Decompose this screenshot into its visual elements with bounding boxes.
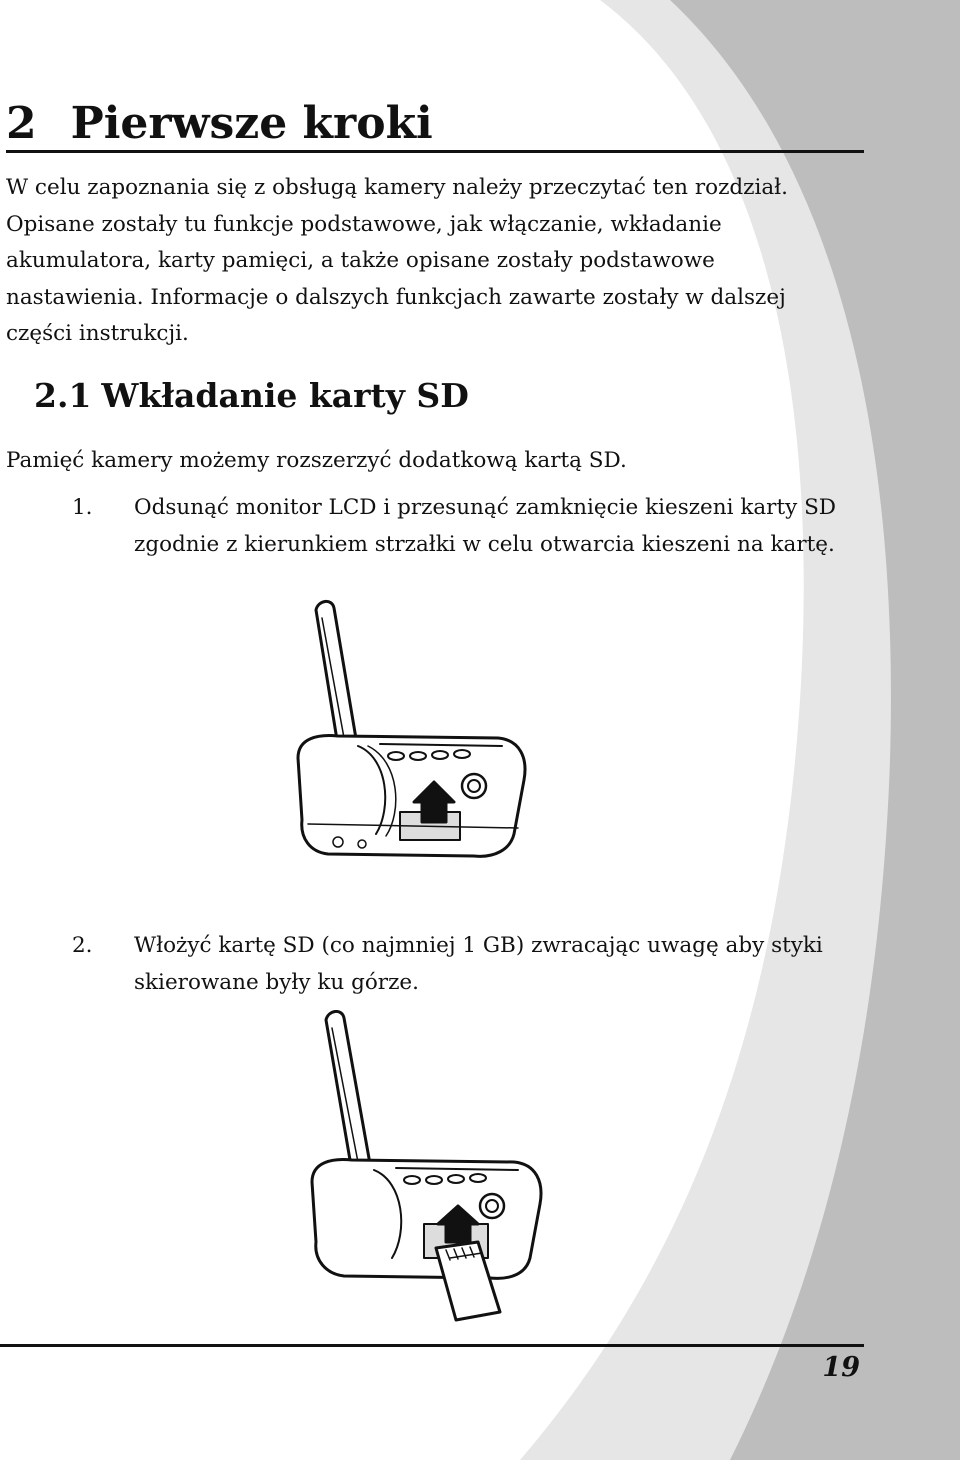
camera-open-slot-illustration	[288, 598, 540, 874]
page-number: 19	[822, 1352, 860, 1383]
footer-rule	[0, 1344, 864, 1347]
step-item	[72, 928, 864, 1001]
section-title-text: Wkładanie karty SD	[101, 376, 469, 415]
chapter-title	[6, 94, 433, 154]
chapter-intro: W celu zapoznania się z obsługą kamery należy przeczytać ten rozdział. Opisane zostały tu funkcje podstawowe, jak włączanie, wkładanie akumulatora, karty pamięci, a także opisane zostały podstawowe nastawienia. Informacje o dalszych funkcjach zawarte zostały w dalszej części instrukcji.	[6, 175, 788, 346]
step-number: 1.	[72, 495, 93, 520]
step-item	[72, 490, 864, 563]
chapter-title-text: Pierwsze kroki	[70, 98, 433, 149]
section-intro: Pamięć kamery możemy rozszerzyć dodatkową kartą SD.	[6, 448, 627, 473]
step-text: Włożyć kartę SD (co najmniej 1 GB) zwracając uwagę aby styki skierowane były ku górze.	[134, 933, 823, 995]
sd-card-insertion-illustration	[300, 1010, 560, 1330]
section-number: 2.1	[34, 376, 92, 415]
chapter-number: 2	[6, 98, 37, 149]
section-title	[34, 370, 469, 422]
title-rule	[6, 150, 864, 153]
step-text: Odsunąć monitor LCD i przesunąć zamknięcie kieszeni karty SD zgodnie z kierunkiem strzałki w celu otwarcia kieszeni na kartę.	[134, 495, 837, 557]
step-number: 2.	[72, 933, 93, 958]
